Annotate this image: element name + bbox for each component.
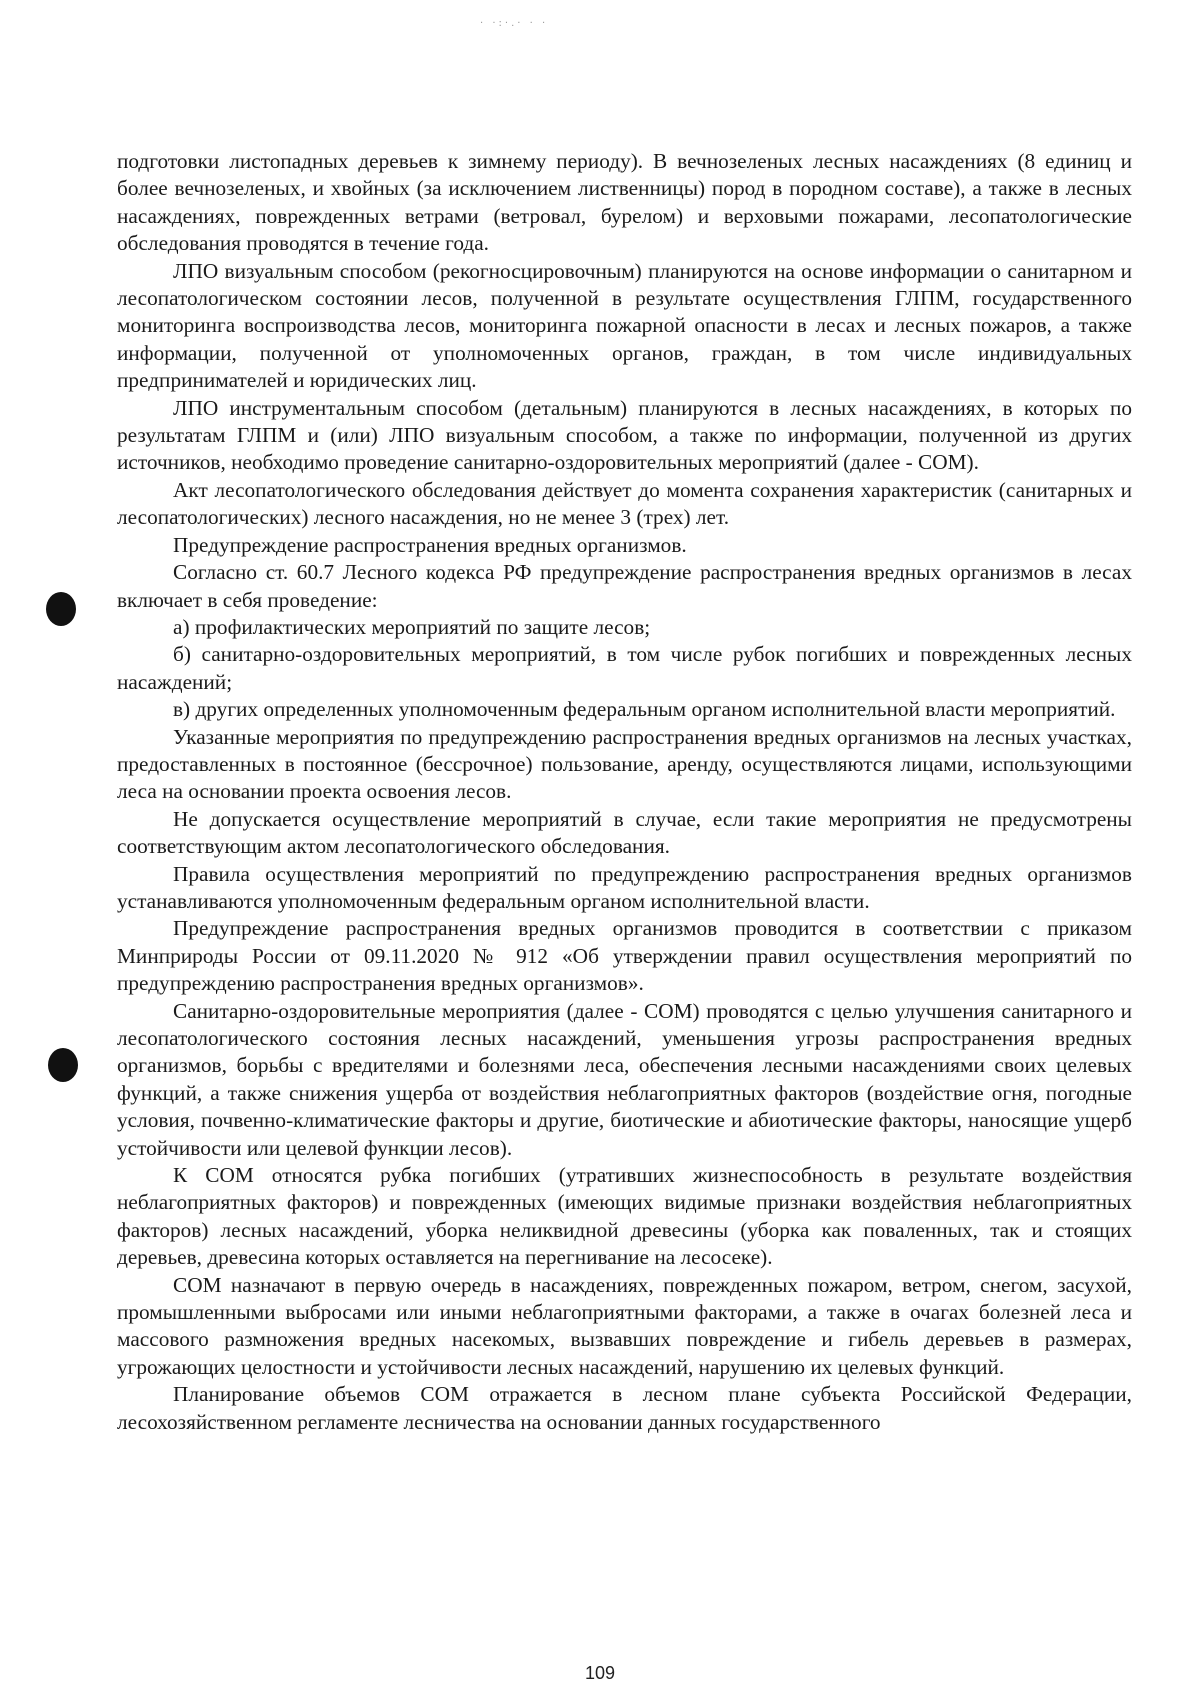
scan-specks: · ·:·.· · · [480,18,549,29]
paragraph: Акт лесопатологического обследования действует до момента сохранения характеристик (санитарных и лесопатологических) лесного насаждения, но не менее 3 (трех) лет. [117,477,1132,530]
paragraph: Указанные мероприятия по предупреждению распространения вредных организмов на лесных участках, предоставленных в постоянное (бессрочное) пользование, аренду, осуществляются лицами, использующими леса на основании проекта освоения лесов. [117,724,1132,804]
paragraph: Планирование объемов СОМ отражается в лесном плане субъекта Российской Федерации, лесохозяйственном регламенте лесничества на основании данных государственного [117,1382,1132,1434]
paragraph: Не допускается осуществление мероприятий в случае, если такие мероприятия не предусмотрены соответствующим актом лесопатологического обследования. [117,806,1132,859]
paragraph: ЛПО визуальным способом (рекогносцировочным) планируются на основе информации о санитарном и лесопатологическом состоянии лесов, полученной в результате осуществления ГЛПМ, государственного мониторинга воспроизводства лесов, мониторинга пожарной опасности в лесах и лесных пожаров, а также информации, полученной от уполномоченных органов, граждан, в том числе индивидуальных предпринимателей и юридических лиц. [117,258,1132,393]
document-body [117,148,1132,1436]
list-item: в) других определенных уполномоченным федеральным органом исполнительной власти мероприятий. [173,697,1116,722]
paragraph: Согласно ст. 60.7 Лесного кодекса РФ предупреждение распространения вредных организмов в лесах включает в себя проведение: [117,560,1132,612]
paragraph: К СОМ относятся рубка погибших (утративших жизнеспособность в результате воздействия неблагоприятных факторов) и поврежденных (имеющих видимые признаки воздействия неблагоприятных факторов) лесных насаждений, уборка неликвидной древесины (уборка как поваленных, так и стоящих деревьев, древесина которых оставляется на перегнивание на лесосеке). [117,1163,1132,1270]
section-heading: Предупреждение распространения вредных организмов. [173,532,687,557]
paragraph: Санитарно-оздоровительные мероприятия (далее - СОМ) проводятся с целью улучшения санитарного и лесопатологического состояния лесных насаждений, уменьшения угрозы распространения вредных организмов, борьбы с вредителями и болезнями леса, обеспечения лесными насаждениями своих целевых функций, а также снижения ущерба от воздействия неблагоприятных факторов (воздействие огня, погодные условия, почвенно-климатические факторы и другие, биотические и абиотические факторы, наносящие ущерб устойчивости или целевой функции лесов). [117,998,1132,1160]
paragraph: Предупреждение распространения вредных организмов проводится в соответствии с приказом Минприроды России от 09.11.2020 № 912 «Об утверждении правил осуществления мероприятий по предупреждению распространения вредных организмов». [117,916,1132,996]
list-item: а) профилактических мероприятий по защите лесов; [173,614,651,639]
paragraph: Правила осуществления мероприятий по предупреждению распространения вредных организмов устанавливаются уполномоченным федеральным органом исполнительной власти. [117,861,1132,913]
page-number: 109 [584,1663,616,1683]
paragraph-continuation: подготовки листопадных деревьев к зимнему периоду). В вечнозеленых лесных насаждениях (8 единиц и более вечнозеленых, и хвойных (за исключением лиственницы) пород в породном составе), а также в лесных насаждениях, поврежденных ветрами (ветровал, бурелом) и верховыми пожарами, лесопатологические обследования проводятся в течение года. [117,149,1132,256]
punch-hole-top [46,592,76,626]
list-item: б) санитарно-оздоровительных мероприятий, в том числе рубок погибших и поврежденных лесных насаждений; [117,642,1132,694]
punch-hole-bottom [48,1048,78,1082]
paragraph: СОМ назначают в первую очередь в насаждениях, поврежденных пожаром, ветром, снегом, засухой, промышленными выбросами или иными неблагоприятными факторами, а также в очагах болезней леса и массового размножения вредных насекомых, вызвавших повреждение и гибель деревьев в размерах, угрожающих целостности и устойчивости лесных насаждений, нарушению их целевых функций. [117,1272,1132,1379]
paragraph: ЛПО инструментальным способом (детальным) планируются в лесных насаждениях, в которых по результатам ГЛПМ и (или) ЛПО визуальным способом, а также по информации, полученной из других источников, необходимо проведение санитарно-оздоровительных мероприятий (далее - СОМ). [117,395,1132,475]
